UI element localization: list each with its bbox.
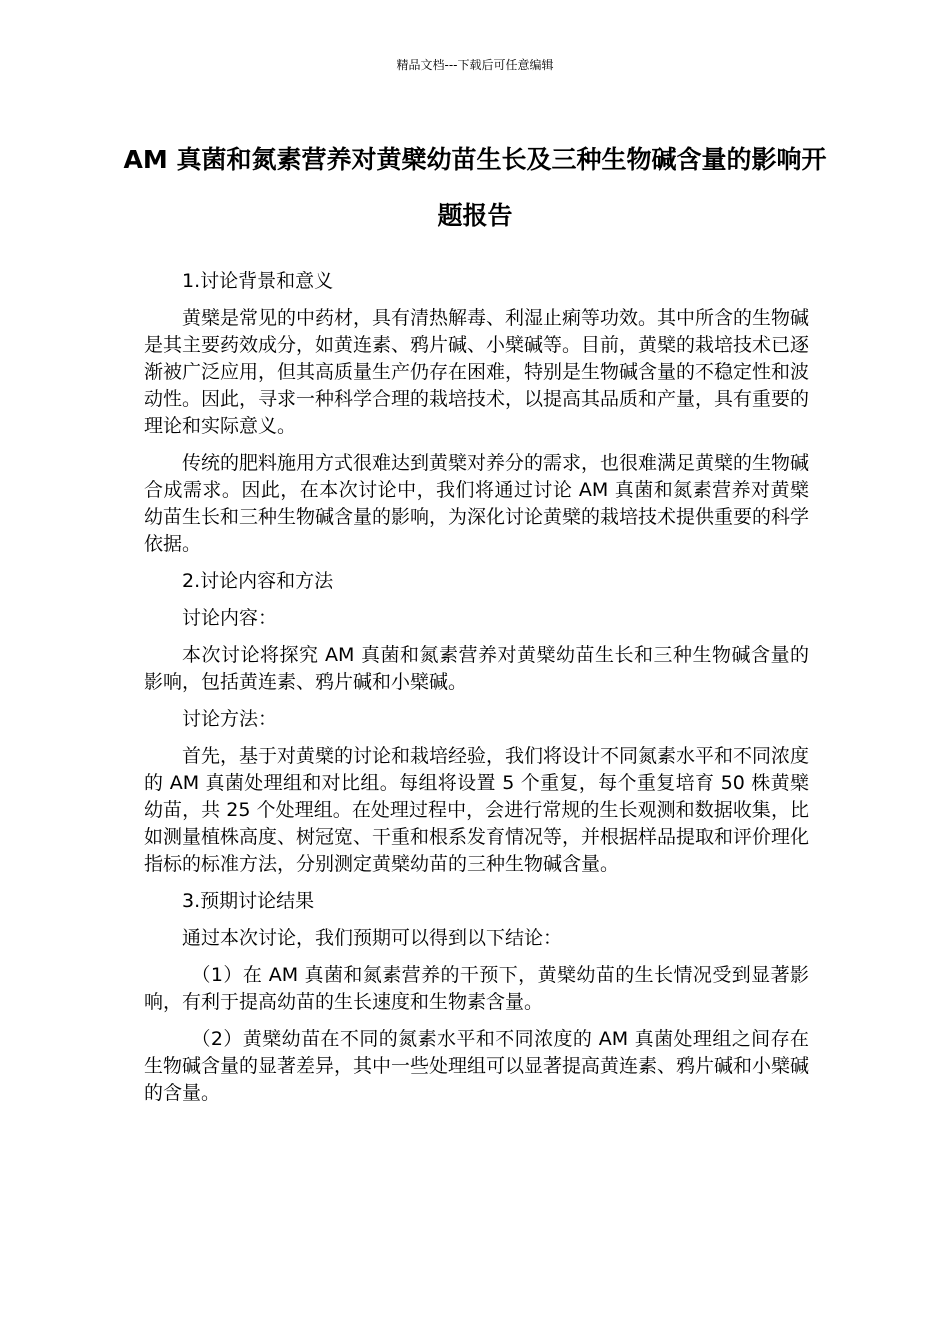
list-item-result-1: （1）在 AM 真菌和氮素营养的干预下，黄檗幼苗的生长情况受到显著影响，有利于提高幼苗的生长速度和生物素含量。 [144, 964, 809, 1013]
page-header: 精品文档---下载后可任意编辑 [396, 58, 554, 72]
section-heading-content-method: 2.讨论内容和方法 [182, 570, 334, 592]
subheading-method: 讨论方法： [182, 708, 278, 730]
subheading-content: 讨论内容： [182, 607, 278, 629]
section-heading-expected-results: 3.预期讨论结果 [182, 890, 315, 912]
paragraph-background-2: 传统的肥料施用方式很难达到黄檗对养分的需求，也很难满足黄檗的生物碱合成需求。因此，在本次讨论中，我们将通过讨论 AM 真菌和氮素营养对黄檗幼苗生长和三种生物碱含量的影响，为深化讨论黄檗的栽培技术提供重要的科学依据。 [144, 452, 810, 555]
list-item-result-2: （2）黄檗幼苗在不同的氮素水平和不同浓度的 AM 真菌处理组之间存在生物碱含量的显著差异，其中一些处理组可以显著提高黄连素、鸦片碱和小檗碱的含量。 [144, 1028, 810, 1104]
document-body [144, 268, 809, 1117]
section-heading-background: 1.讨论背景和意义 [182, 270, 334, 292]
paragraph-method: 首先，基于对黄檗的讨论和栽培经验，我们将设计不同氮素水平和不同浓度的 AM 真菌处理组和对比组。每组将设置 5 个重复，每个重复培育 50 株黄檗幼苗，共 25 个处理组。在处理过程中，会进行常规的生长观测和数据收集，比如测量植株高度、树冠宽、干重和根系发育情况等，并根据样品提取和评价理化指标的标准方法，分别测定黄檗幼苗的三种生物碱含量。 [144, 745, 810, 875]
paragraph-expected-intro: 通过本次讨论，我们预期可以得到以下结论： [182, 927, 563, 949]
paragraph-background-1: 黄檗是常见的中药材，具有清热解毒、利湿止痢等功效。其中所含的生物碱是其主要药效成分，如黄连素、鸦片碱、小檗碱等。目前，黄檗的栽培技术已逐渐被广泛应用，但其高质量生产仍存在困难，特别是生物碱含量的不稳定性和波动性。因此，寻求一种科学合理的栽培技术，以提高其品质和产量，具有重要的理论和实际意义。 [144, 307, 810, 437]
paragraph-content: 本次讨论将探究 AM 真菌和氮素营养对黄檗幼苗生长和三种生物碱含量的影响，包括黄连素、鸦片碱和小檗碱。 [144, 644, 809, 693]
document-title: AM 真菌和氮素营养对黄檗幼苗生长及三种生物碱含量的影响开题报告 [123, 145, 827, 230]
